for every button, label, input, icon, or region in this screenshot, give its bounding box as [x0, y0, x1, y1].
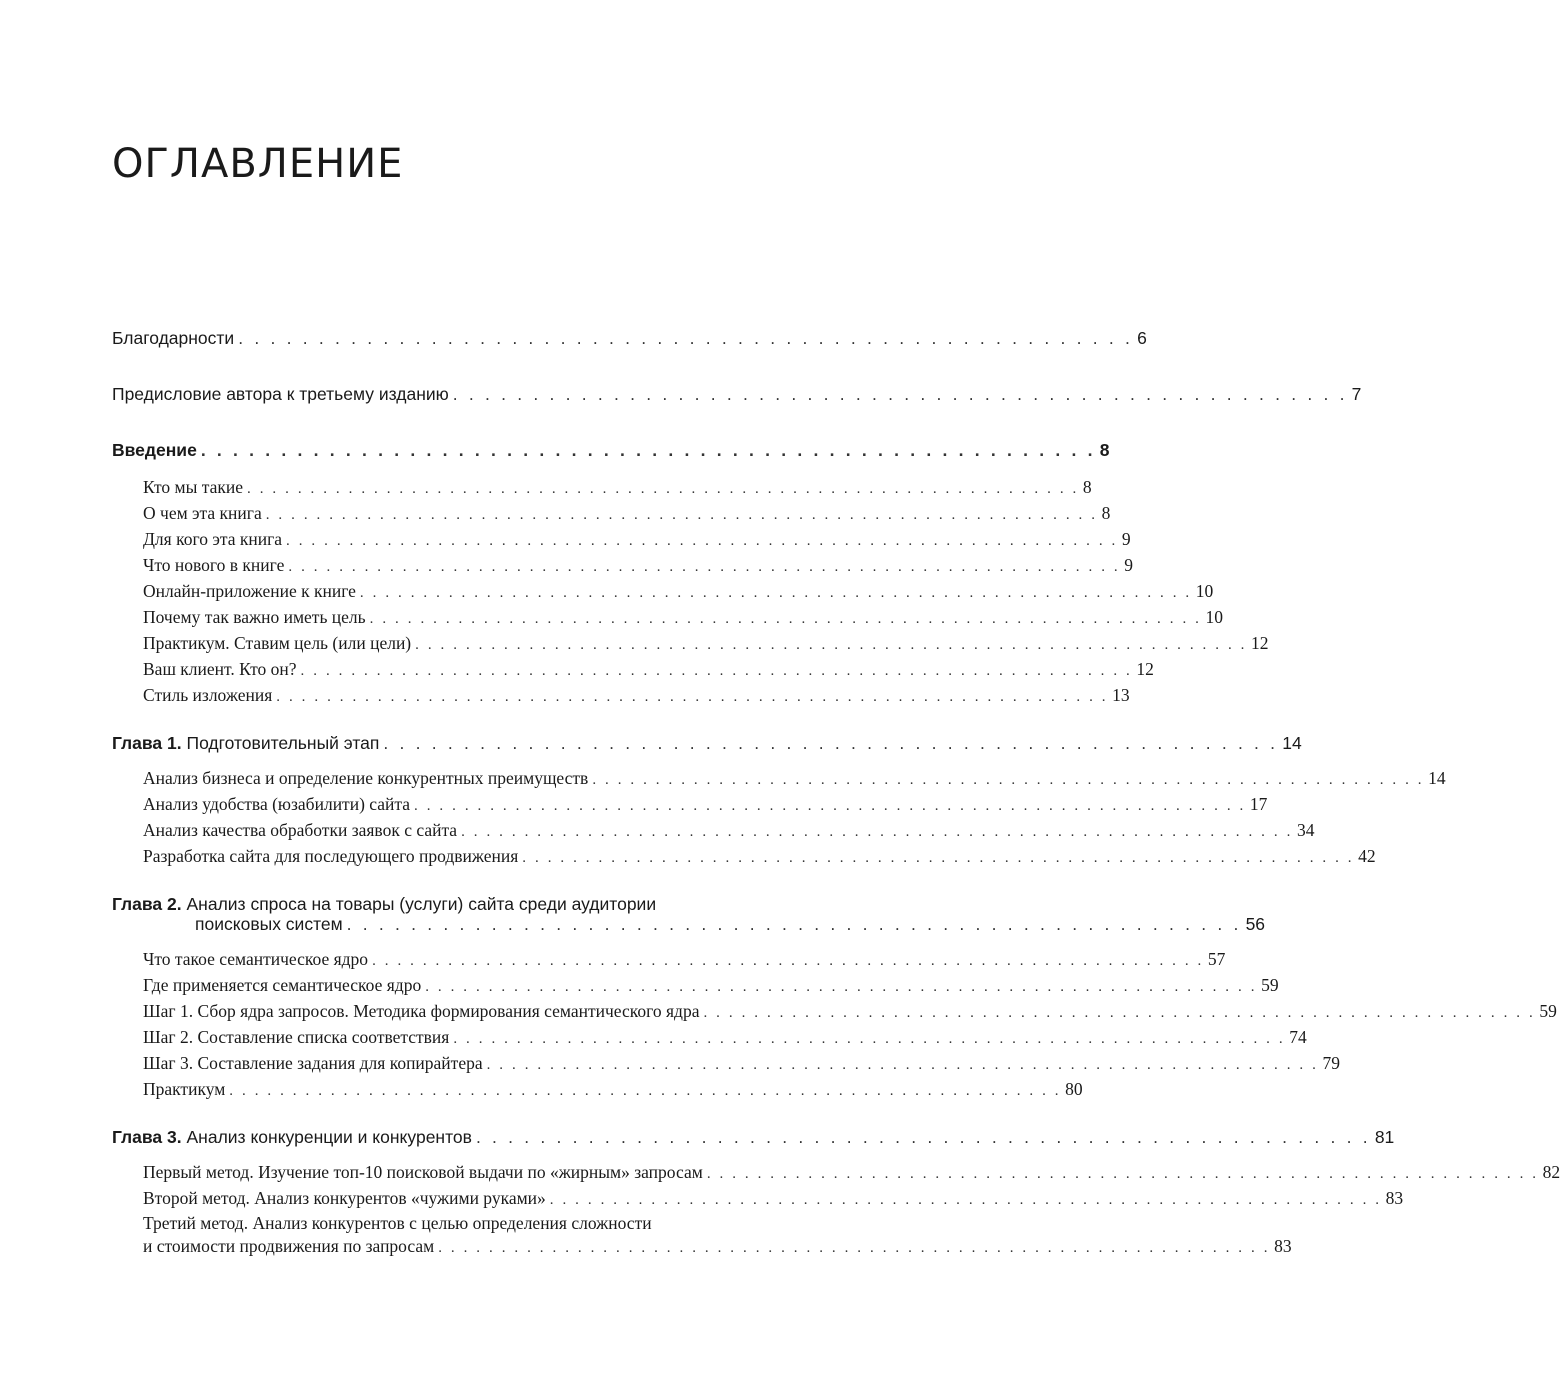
toc-page-number: 12	[1136, 659, 1154, 679]
toc-entry-label: Второй метод. Анализ конкурентов «чужими руками»	[143, 1188, 546, 1208]
toc-subentry-line1[interactable]	[143, 1213, 652, 1234]
toc-page-number: 80	[1065, 1079, 1083, 1099]
dot-leader: . . . . . . . . . . . . . . . . . . . . . . . . . . . . . . . . . . . . . . . . . . . . . . . . . . . . . . . . . . . . . . . . . .	[453, 1031, 1286, 1047]
toc-entry-label: Что нового в книге	[143, 555, 285, 575]
dot-leader: . . . . . . . . . . . . . . . . . . . . . . . . . . . . . . . . . . . . . . . . . . . . . . . . . . . . . . . . . . . . . . . . . .	[486, 1057, 1319, 1073]
dot-leader: . . . . . . . . . . . . . . . . . . . . . . . . . . . . . . . . . . . . . . . . . . . . . . . . . . . . . . . . . . . . . . . . . .	[703, 1005, 1536, 1021]
toc-entry-label: О чем эта книга	[143, 503, 262, 523]
dot-leader: . . . . . . . . . . . . . . . . . . . . . . . . . . . . . . . . . . . . . . . . . . . . . . . . . . . . . . . . . . . . . . . . . .	[522, 850, 1355, 866]
dot-leader: . . . . . . . . . . . . . . . . . . . . . . . . . . . . . . . . . . . . . . . . . . . . . . . . . . . . . . . . . . . . . . . . . .	[265, 507, 1098, 523]
dot-leader: . . . . . . . . . . . . . . . . . . . . . . . . . . . . . . . . . . . . . . . . . . . . . . . . . . . . . . . .	[346, 914, 1242, 934]
chapter-prefix: Глава 2.	[112, 894, 182, 914]
dot-leader: . . . . . . . . . . . . . . . . . . . . . . . . . . . . . . . . . . . . . . . . . . . . . . . . . . . . . . . . . . . . . . . . . .	[372, 953, 1204, 969]
dot-leader: . . . . . . . . . . . . . . . . . . . . . . . . . . . . . . . . . . . . . . . . . . . . . . . . . . . . . . . . . . . . . . . . . .	[592, 772, 1425, 788]
dot-leader: . . . . . . . . . . . . . . . . . . . . . . . . . . . . . . . . . . . . . . . . . . . . . . . . . . . . . . . . . . . . . . . . . .	[369, 611, 1202, 627]
toc-entry-label: Ваш клиент. Кто он?	[143, 659, 297, 679]
dot-leader: . . . . . . . . . . . . . . . . . . . . . . . . . . . . . . . . . . . . . . . . . . . . . . . . . . . . . . . . . . . . . . . . . .	[288, 559, 1121, 575]
toc-entry-label: Шаг 1. Сбор ядра запросов. Методика формирования семантического ядра	[143, 1001, 700, 1021]
toc-page-number: 34	[1296, 820, 1315, 840]
dot-leader: . . . . . . . . . . . . . . . . . . . . . . . . . . . . . . . . . . . . . . . . . . . . . . . . . . . . . . . .	[238, 328, 1134, 348]
toc-entry-label: Кто мы такие	[143, 477, 244, 497]
toc-subentry[interactable]	[143, 975, 1279, 996]
toc-entry-label: Практикум	[143, 1079, 226, 1099]
toc-entry-preface[interactable]	[112, 384, 1362, 405]
toc-page-number: 56	[1245, 914, 1266, 934]
dot-leader: . . . . . . . . . . . . . . . . . . . . . . . . . . . . . . . . . . . . . . . . . . . . . . . . . . . . . . . . . . . . . . . . . .	[276, 689, 1109, 705]
toc-entry-label: Разработка сайта для последующего продвижения	[143, 846, 519, 866]
toc-page-number: 59	[1539, 1001, 1557, 1021]
dot-leader: . . . . . . . . . . . . . . . . . . . . . . . . . . . . . . . . . . . . . . . . . . . . . . . . . . . . . . . .	[452, 384, 1348, 404]
toc-entry-chapter-2[interactable]	[195, 914, 1266, 935]
toc-entry-label: Анализ качества обработки заявок с сайта	[143, 820, 458, 840]
toc-entry-label: Для кого эта книга	[143, 529, 283, 549]
toc-page-number: 83	[1385, 1188, 1404, 1208]
toc-page-number: 74	[1289, 1027, 1307, 1047]
toc-page-number: 10	[1195, 581, 1214, 601]
dot-leader: . . . . . . . . . . . . . . . . . . . . . . . . . . . . . . . . . . . . . . . . . . . . . . . . . . . . . . . . . . . . . . . . . .	[247, 481, 1079, 497]
dot-leader: . . . . . . . . . . . . . . . . . . . . . . . . . . . . . . . . . . . . . . . . . . . . . . . . . . . . . . . . . . . . . . . . . .	[425, 979, 1258, 995]
toc-page-number: 9	[1121, 529, 1131, 549]
toc-page-number: 57	[1207, 949, 1226, 969]
dot-leader: . . . . . . . . . . . . . . . . . . . . . . . . . . . . . . . . . . . . . . . . . . . . . . . . . . . . . . . . . . . . . . . . . .	[549, 1192, 1382, 1208]
toc-entry-label: поисковых систем	[195, 914, 343, 934]
dot-leader: . . . . . . . . . . . . . . . . . . . . . . . . . . . . . . . . . . . . . . . . . . . . . . . . . . . . . . . .	[475, 1127, 1371, 1147]
toc-page-number: 12	[1251, 633, 1269, 653]
toc-page-number: 79	[1322, 1053, 1340, 1073]
toc-entry-label: Практикум. Ставим цель (или цели)	[143, 633, 412, 653]
toc-subentry[interactable]	[143, 607, 1224, 628]
toc-entry-label: Где применяется семантическое ядро	[143, 975, 422, 995]
toc-entry-label: Введение	[112, 440, 197, 460]
page-title: ОГЛАВЛЕНИЕ	[112, 141, 404, 187]
toc-entry-chapter-2-heading[interactable]	[112, 894, 656, 915]
toc-page-number: 8	[1101, 503, 1111, 523]
toc-subentry[interactable]	[143, 659, 1154, 680]
dot-leader: . . . . . . . . . . . . . . . . . . . . . . . . . . . . . . . . . . . . . . . . . . . . . . . . . . . . . . . . . . . . . . . . . .	[414, 798, 1246, 814]
dot-leader: . . . . . . . . . . . . . . . . . . . . . . . . . . . . . . . . . . . . . . . . . . . . . . . . . . . . . . . . . . . . . . . . . .	[229, 1083, 1062, 1099]
toc-entry-chapter-3[interactable]	[112, 1127, 1395, 1148]
toc-page-number: 10	[1205, 607, 1224, 627]
toc-page-number: 83	[1274, 1236, 1292, 1256]
toc-entry-label: Стиль изложения	[143, 685, 273, 705]
dot-leader: . . . . . . . . . . . . . . . . . . . . . . . . . . . . . . . . . . . . . . . . . . . . . . . . . . . . . . . . . . . . . . . . . .	[300, 663, 1133, 679]
dot-leader: . . . . . . . . . . . . . . . . . . . . . . . . . . . . . . . . . . . . . . . . . . . . . . . . . . . . . . . . . . . . . . . . . .	[415, 637, 1247, 653]
dot-leader: . . . . . . . . . . . . . . . . . . . . . . . . . . . . . . . . . . . . . . . . . . . . . . . . . . . . . . . .	[383, 733, 1279, 753]
toc-subentry[interactable]	[143, 820, 1315, 841]
toc-subentry[interactable]	[143, 1001, 1557, 1022]
toc-entry-label: Шаг 2. Составление списка соответствия	[143, 1027, 450, 1047]
dot-leader: . . . . . . . . . . . . . . . . . . . . . . . . . . . . . . . . . . . . . . . . . . . . . . . . . . . . . . . .	[200, 440, 1096, 460]
toc-entry-label: Первый метод. Изучение топ-10 поисковой выдачи по «жирным» запросам	[143, 1162, 703, 1182]
toc-page-number: 8	[1082, 477, 1092, 497]
toc-entry-acknowledgments[interactable]	[112, 328, 1147, 349]
toc-entry-label: Третий метод. Анализ конкурентов с целью определения сложности	[143, 1213, 652, 1233]
toc-page-number: 42	[1358, 846, 1376, 866]
toc-subentry[interactable]	[143, 685, 1130, 706]
toc-entry-label: Онлайн-приложение к книге	[143, 581, 356, 601]
toc-page-number: 82	[1542, 1162, 1560, 1182]
toc-subentry[interactable]	[143, 555, 1133, 576]
toc-entry-label: Анализ спроса на товары (услуги) сайта среди аудитории	[186, 894, 657, 914]
toc-entry-label: Благодарности	[112, 328, 235, 348]
toc-entry-label: Что такое семантическое ядро	[143, 949, 369, 969]
toc-page-number: 81	[1374, 1127, 1395, 1147]
toc-subentry[interactable]	[143, 633, 1269, 654]
toc-entry-label: Почему так важно иметь цель	[143, 607, 366, 627]
dot-leader: . . . . . . . . . . . . . . . . . . . . . . . . . . . . . . . . . . . . . . . . . . . . . . . . . . . . . . . . . . . . . . . . . .	[286, 533, 1118, 549]
toc-entry-label: Глава 1. Подготовительный этап	[112, 733, 380, 753]
toc-subentry[interactable]	[143, 581, 1214, 602]
toc-subentry[interactable]	[143, 949, 1226, 970]
toc-subentry[interactable]	[143, 846, 1376, 867]
toc-entry-label: Анализ бизнеса и определение конкурентных преимуществ	[143, 768, 589, 788]
toc-subentry[interactable]	[143, 529, 1131, 550]
toc-subentry[interactable]	[143, 1162, 1560, 1183]
toc-subentry[interactable]	[143, 1188, 1404, 1209]
toc-page-number: 59	[1261, 975, 1279, 995]
toc-entry-label: Шаг 3. Составление задания для копирайтера	[143, 1053, 483, 1073]
toc-subentry[interactable]	[143, 477, 1092, 498]
toc-entry-chapter-1[interactable]	[112, 733, 1302, 754]
dot-leader: . . . . . . . . . . . . . . . . . . . . . . . . . . . . . . . . . . . . . . . . . . . . . . . . . . . . . . . . . . . . . . . . . .	[438, 1240, 1271, 1256]
toc-page-number: 14	[1428, 768, 1446, 788]
toc-page-number: 9	[1124, 555, 1133, 575]
dot-leader: . . . . . . . . . . . . . . . . . . . . . . . . . . . . . . . . . . . . . . . . . . . . . . . . . . . . . . . . . . . . . . . . . .	[706, 1166, 1539, 1182]
toc-entry-label: Анализ удобства (юзабилити) сайта	[143, 794, 411, 814]
toc-subentry[interactable]	[143, 1236, 1292, 1257]
toc-subentry[interactable]	[143, 503, 1111, 524]
toc-page-number: 14	[1282, 733, 1302, 753]
toc-page-number: 7	[1351, 384, 1362, 404]
toc-subentry[interactable]	[143, 794, 1268, 815]
toc-page-number: 6	[1137, 328, 1147, 348]
toc-subentry[interactable]	[143, 768, 1446, 789]
toc-page-number: 8	[1099, 440, 1110, 460]
toc-entry-label: и стоимости продвижения по запросам	[143, 1236, 435, 1256]
toc-subentry[interactable]	[143, 1053, 1340, 1074]
toc-entry-label: Глава 3. Анализ конкуренции и конкурентов	[112, 1127, 472, 1147]
toc-entry-label: Предисловие автора к третьему изданию	[112, 384, 449, 404]
toc-page-number: 17	[1249, 794, 1268, 814]
toc-subentry[interactable]	[143, 1027, 1307, 1048]
dot-leader: . . . . . . . . . . . . . . . . . . . . . . . . . . . . . . . . . . . . . . . . . . . . . . . . . . . . . . . . . . . . . . . . . .	[359, 585, 1192, 601]
dot-leader: . . . . . . . . . . . . . . . . . . . . . . . . . . . . . . . . . . . . . . . . . . . . . . . . . . . . . . . . . . . . . . . . . .	[461, 824, 1293, 840]
toc-entry-intro[interactable]	[112, 440, 1110, 461]
toc-subentry[interactable]	[143, 1079, 1083, 1100]
toc-page-number: 13	[1112, 685, 1130, 705]
